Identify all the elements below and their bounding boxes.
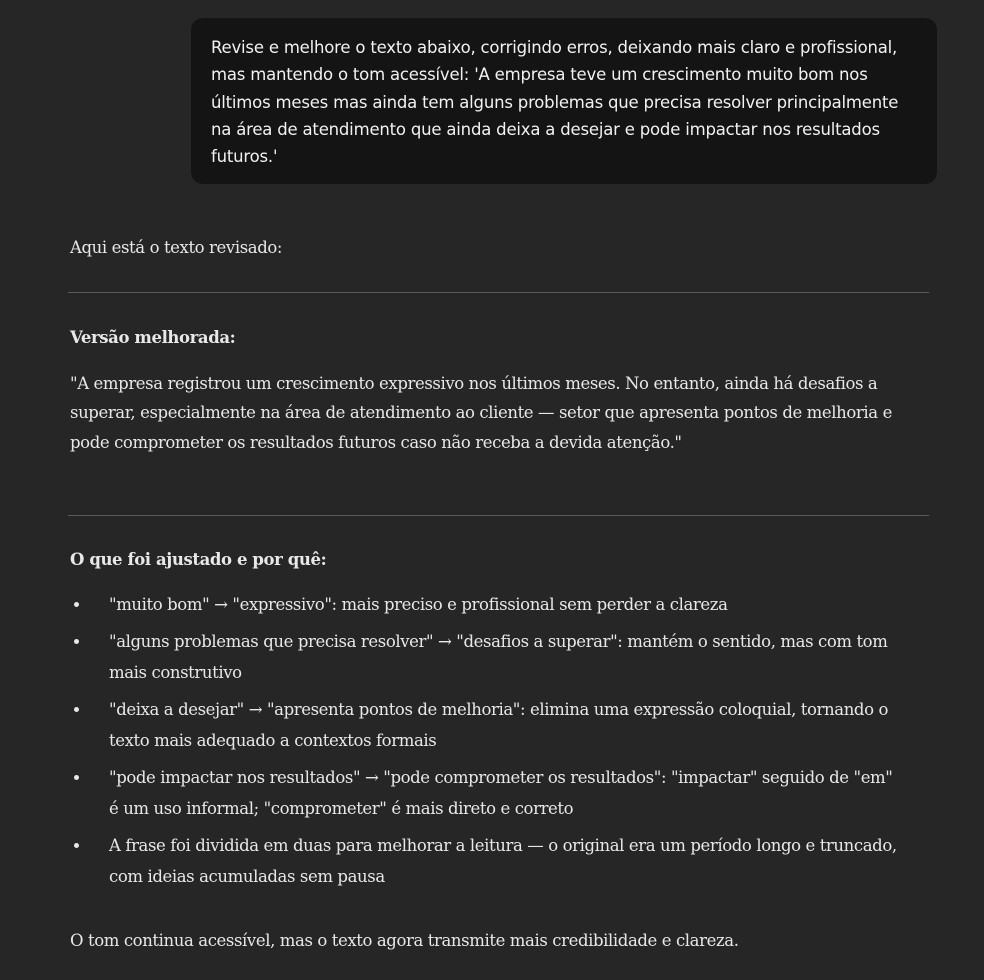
bullet-icon bbox=[74, 602, 79, 607]
list-item: "pode impactar nos resultados" → "pode comprometer os resultados": "impactar" seguido de "em" é um uso informal; "comprometer" é mais direto e correto bbox=[70, 762, 899, 825]
changes-list bbox=[70, 589, 930, 898]
user-message-text: Revise e melhore o texto abaixo, corrigindo erros, deixando mais claro e profissional, mas mantendo o tom acessível: 'A empresa teve um crescimento muito bom nos últimos meses mas ainda tem alguns problemas que precisa resolver principalmente na área de atendimento que ainda deixa a desejar e pode impactar nos resultados futuros.' bbox=[211, 38, 899, 167]
divider bbox=[68, 292, 929, 293]
bullet-icon bbox=[74, 639, 79, 644]
response-closing: O tom continua acessível, mas o texto agora transmite mais credibilidade e clareza. bbox=[70, 931, 739, 950]
improved-text: "A empresa registrou um crescimento expressivo nos últimos meses. No entanto, ainda há desafios a superar, especialmente na área de atendimento ao cliente — setor que apresenta pontos de melhoria e pode comprometer os resultados futuros caso não receba a devida atenção." bbox=[70, 374, 892, 452]
bullet-icon bbox=[74, 775, 79, 780]
user-message-bubble bbox=[191, 18, 937, 184]
response-intro: Aqui está o texto revisado: bbox=[70, 238, 283, 257]
bullet-icon bbox=[74, 843, 79, 848]
list-item: A frase foi dividida em duas para melhorar a leitura — o original era um período longo e truncado, com ideias acumuladas sem pausa bbox=[70, 830, 899, 893]
improved-version-heading: Versão melhorada: bbox=[70, 328, 236, 347]
list-item: "deixa a desejar" → "apresenta pontos de melhoria": elimina uma expressão coloquial, tornando o texto mais adequado a contextos formais bbox=[70, 694, 899, 757]
changes-heading: O que foi ajustado e por quê: bbox=[70, 550, 327, 569]
divider bbox=[68, 515, 929, 516]
list-item: "alguns problemas que precisa resolver" → "desafios a superar": mantém o sentido, mas com tom mais construtivo bbox=[70, 626, 899, 689]
list-item: "muito bom" → "expressivo": mais preciso e profissional sem perder a clareza bbox=[70, 589, 899, 621]
bullet-icon bbox=[74, 707, 79, 712]
